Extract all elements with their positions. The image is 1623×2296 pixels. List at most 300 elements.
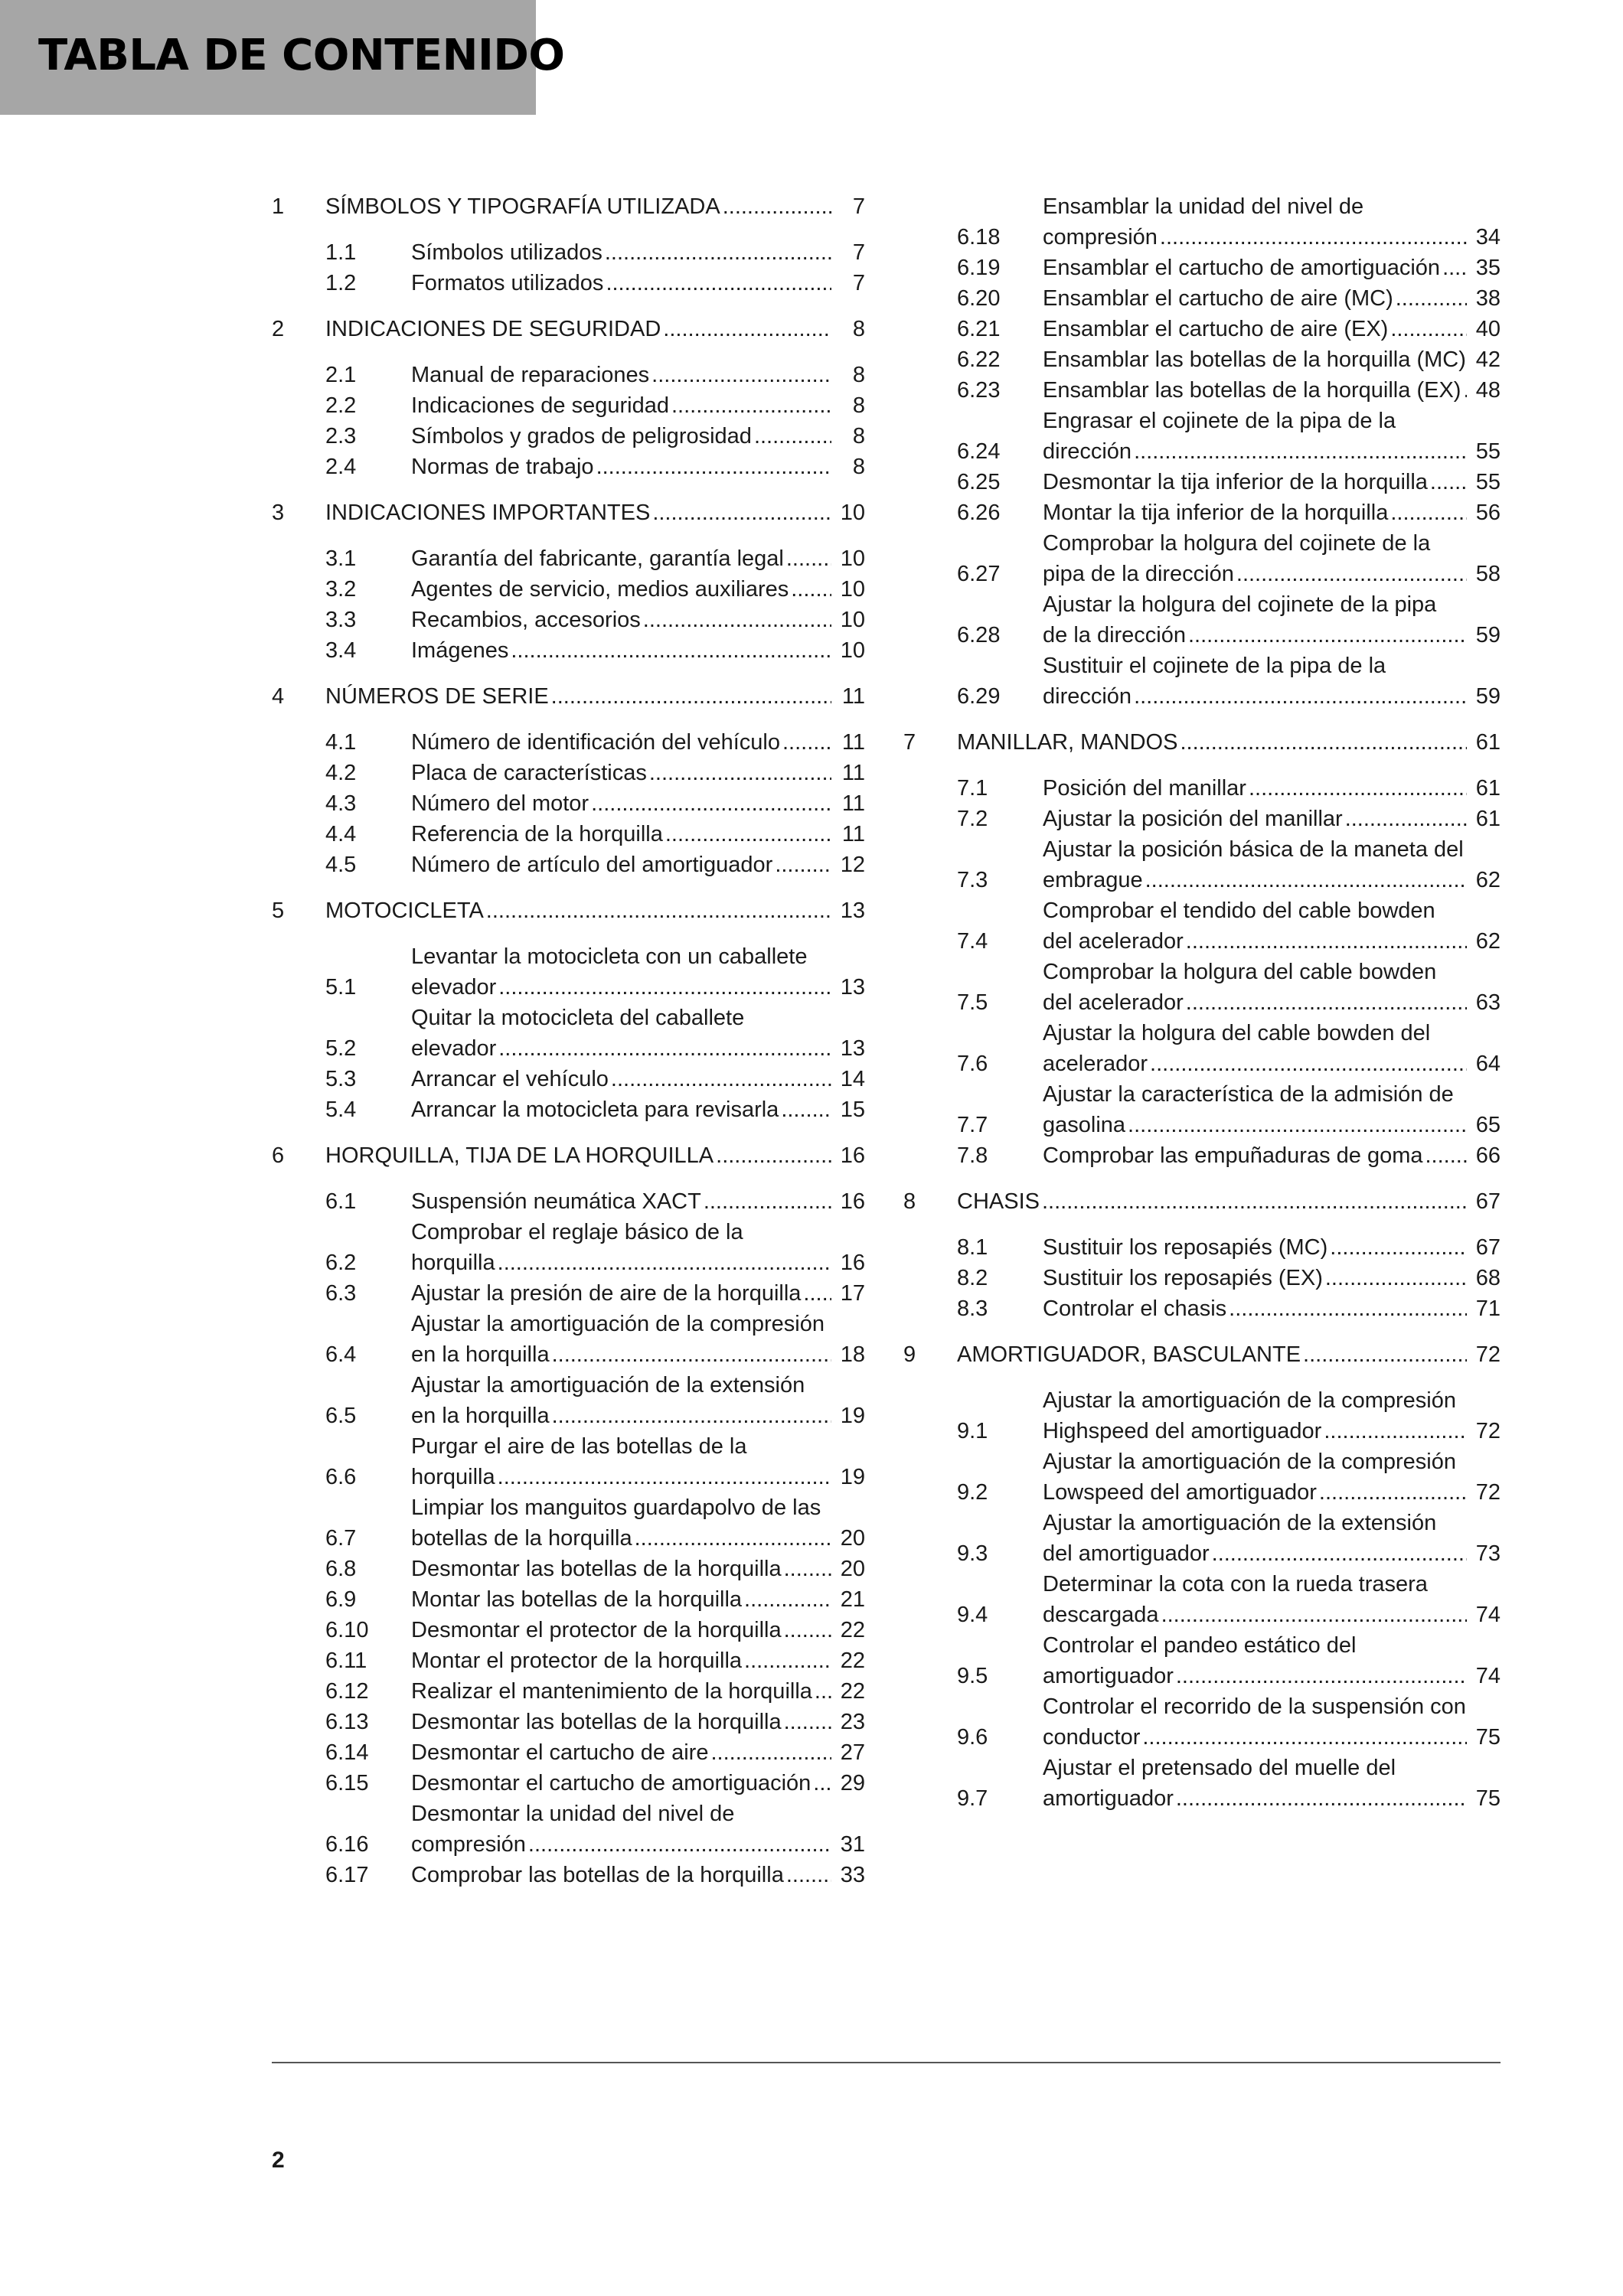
entry-title: Posición del manillar ..... [1043,773,1467,804]
entry-number: 5 [272,899,285,923]
entry-title: Determinar la cota con la rueda trasera descargada ..... [1043,1569,1467,1630]
entry-title: Número de artículo del amortiguador ..... [411,850,831,880]
toc-section-entry[interactable] [272,1860,865,1890]
entry-page-number: 73 [1467,1538,1501,1569]
entry-number: 6.29 [957,684,1001,709]
toc-section-entry[interactable] [903,1446,1501,1508]
entry-number: 3 [272,501,285,525]
entry-title: Ensamblar el cartucho de aire (MC) ..... [1043,283,1467,314]
entry-page-number: 75 [1467,1722,1501,1753]
entry-title: MANILLAR, MANDOS ..... [957,727,1467,758]
entry-number: 8.3 [957,1296,988,1321]
footer-divider [272,2062,1501,2063]
toc-section-entry[interactable] [272,1064,865,1094]
entry-page-number: 11 [831,681,865,712]
toc-section-entry[interactable] [903,1508,1501,1569]
entry-page-number: 11 [831,727,865,758]
entry-title: Montar el protector de la horquilla ..... [411,1645,831,1676]
entry-title: Manual de reparaciones ..... [411,360,831,390]
entry-number: 4.3 [325,791,357,816]
entry-page-number: 29 [831,1768,865,1799]
entry-number: 6.7 [325,1526,357,1551]
entry-title: Controlar el chasis ..... [1043,1293,1467,1324]
entry-number: 9.2 [957,1480,988,1505]
toc-section-entry[interactable] [903,375,1501,406]
entry-title: Ajustar la presión de aire de la horquilla ..... [411,1278,831,1309]
entry-title: Comprobar la holgura del cable bowden del acelerador ..... [1043,957,1467,1018]
entry-page-number: 23 [831,1707,865,1737]
toc-section-entry[interactable] [903,1079,1501,1140]
toc-section-entry[interactable] [272,390,865,421]
entry-page-number: 61 [1467,804,1501,834]
entry-title: Montar la tija inferior de la horquilla ..... [1043,497,1467,528]
toc-section-entry[interactable] [903,1263,1501,1293]
entry-page-number: 40 [1467,314,1501,344]
toc-section-entry[interactable] [272,1431,865,1492]
toc-section-entry[interactable] [272,1003,865,1064]
toc-section-entry[interactable] [272,788,865,819]
toc-chapter-entry[interactable] [272,1140,865,1171]
entry-title: Comprobar las botellas de la horquilla ..... [411,1860,831,1890]
toc-section-entry[interactable] [272,268,865,298]
entry-page-number: 56 [1467,497,1501,528]
toc-section-entry[interactable] [903,191,1501,253]
entry-page-number: 18 [831,1339,865,1370]
toc-section-entry[interactable] [272,1554,865,1584]
entry-title: Purgar el aire de las botellas de la horquilla ..... [411,1431,831,1492]
entry-number: 6.13 [325,1710,369,1734]
toc-section-entry[interactable] [903,528,1501,589]
toc-chapter-entry[interactable] [903,1339,1501,1370]
entry-page-number: 10 [831,497,865,528]
entry-title: Comprobar la holgura del cojinete de la pipa de la dirección ..... [1043,528,1467,589]
entry-number: 6.12 [325,1679,369,1704]
entry-number: 6.22 [957,347,1001,372]
entry-page-number: 27 [831,1737,865,1768]
entry-number: 7.7 [957,1113,988,1137]
entry-number: 6.16 [325,1832,369,1857]
entry-number: 4.1 [325,730,357,755]
entry-title: SÍMBOLOS Y TIPOGRAFÍA UTILIZADA ..... [325,191,831,222]
entry-page-number: 11 [831,819,865,850]
entry-title: Desmontar el cartucho de amortiguación ..... [411,1768,831,1799]
toc-section-entry[interactable] [903,834,1501,895]
entry-number: 6.25 [957,470,1001,494]
entry-page-number: 16 [831,1247,865,1278]
entry-number: 6.20 [957,286,1001,311]
entry-title: Referencia de la horquilla ..... [411,819,831,850]
entry-page-number: 12 [831,850,865,880]
entry-number: 9 [903,1342,916,1367]
entry-page-number: 10 [831,574,865,605]
toc-section-entry[interactable] [903,314,1501,344]
entry-page-number: 63 [1467,987,1501,1018]
entry-page-number: 58 [1467,559,1501,589]
entry-title: Montar las botellas de la horquilla ..... [411,1584,831,1615]
entry-number: 6.23 [957,378,1001,403]
toc-section-entry[interactable] [272,605,865,635]
entry-number: 6.21 [957,317,1001,341]
entry-title: Agentes de servicio, medios auxiliares ..... [411,574,831,605]
entry-title: Número del motor ..... [411,788,831,819]
entry-title: Símbolos y grados de peligrosidad ..... [411,421,831,452]
toc-section-entry[interactable] [272,360,865,390]
entry-page-number: 33 [831,1860,865,1890]
entry-number: 6.28 [957,623,1001,647]
toc-section-entry[interactable] [903,1293,1501,1324]
entry-title: Normas de trabajo ..... [411,452,831,482]
toc-section-entry[interactable] [903,957,1501,1018]
toc-section-entry[interactable] [903,1753,1501,1814]
entry-title: Recambios, accesorios ..... [411,605,831,635]
entry-number: 8 [903,1189,916,1214]
toc-section-entry[interactable] [272,574,865,605]
toc-section-entry[interactable] [272,1799,865,1860]
entry-title: MOTOCICLETA ..... [325,895,831,926]
toc-section-entry[interactable] [272,1370,865,1431]
toc-chapter-entry[interactable] [903,727,1501,758]
toc-section-entry[interactable] [272,1217,865,1278]
entry-page-number: 14 [831,1064,865,1094]
entry-title: HORQUILLA, TIJA DE LA HORQUILLA ..... [325,1140,831,1171]
entry-title: Ensamblar el cartucho de aire (EX) ..... [1043,314,1467,344]
entry-page-number: 10 [831,543,865,574]
toc-section-entry[interactable] [272,1186,865,1217]
entry-page-number: 74 [1467,1661,1501,1691]
toc-section-entry[interactable] [272,1309,865,1370]
entry-number: 6.27 [957,562,1001,586]
entry-number: 8.2 [957,1266,988,1290]
toc-section-entry[interactable] [903,773,1501,804]
entry-title: Ajustar el pretensado del muelle del amortiguador ..... [1043,1753,1467,1814]
entry-number: 6.15 [325,1771,369,1795]
entry-number: 5.1 [325,975,357,1000]
toc-section-entry[interactable] [903,1232,1501,1263]
entry-title: Controlar el recorrido de la suspensión con conductor ..... [1043,1691,1467,1753]
toc-chapter-entry[interactable] [272,497,865,528]
entry-number: 6.11 [325,1649,367,1673]
toc-section-entry[interactable] [272,543,865,574]
entry-page-number: 67 [1467,1232,1501,1263]
entry-page-number: 61 [1467,727,1501,758]
entry-number: 9.7 [957,1786,988,1811]
entry-title: Sustituir el cojinete de la pipa de la dirección ..... [1043,651,1467,712]
entry-number: 1 [272,194,285,219]
toc-section-entry[interactable] [272,1094,865,1125]
toc-section-entry[interactable] [903,1140,1501,1171]
entry-page-number: 7 [831,268,865,298]
entry-page-number: 75 [1467,1783,1501,1814]
toc-section-entry[interactable] [903,1385,1501,1446]
entry-title: INDICACIONES DE SEGURIDAD ..... [325,314,831,344]
entry-title: Controlar el pandeo estático del amortiguador ..... [1043,1630,1467,1691]
entry-number: 9.4 [957,1603,988,1627]
toc-section-entry[interactable] [903,804,1501,834]
toc-section-entry[interactable] [903,589,1501,651]
entry-title: Arrancar la motocicleta para revisarla ..... [411,1094,831,1125]
entry-page-number: 38 [1467,283,1501,314]
entry-number: 6.18 [957,225,1001,249]
entry-number: 4.5 [325,853,357,877]
entry-page-number: 16 [831,1140,865,1171]
entry-title: Ensamblar las botellas de la horquilla (MC) ..... [1043,344,1467,375]
entry-number: 3.1 [325,546,357,571]
entry-title: Ajustar la posición básica de la maneta del embrague ..... [1043,834,1467,895]
entry-number: 6.14 [325,1740,369,1765]
entry-page-number: 20 [831,1554,865,1584]
entry-page-number: 62 [1467,926,1501,957]
entry-page-number: 55 [1467,436,1501,467]
entry-number: 6.4 [325,1342,357,1367]
entry-title: NÚMEROS DE SERIE ..... [325,681,831,712]
entry-number: 2 [272,317,285,341]
entry-title: Ajustar la amortiguación de la compresión en la horquilla ..... [411,1309,831,1370]
entry-number: 6.19 [957,256,1001,280]
entry-page-number: 8 [831,421,865,452]
toc-section-entry[interactable] [903,283,1501,314]
entry-page-number: 10 [831,635,865,666]
entry-page-number: 7 [831,191,865,222]
entry-title: Garantía del fabricante, garantía legal ..... [411,543,831,574]
entry-title: Levantar la motocicleta con un caballete elevador ..... [411,941,831,1003]
toc-section-entry[interactable] [903,344,1501,375]
entry-title: Desmontar la tija inferior de la horquilla ..... [1043,467,1467,497]
entry-page-number: 21 [831,1584,865,1615]
entry-number: 6.2 [325,1251,357,1275]
entry-title: Suspensión neumática XACT ..... [411,1186,831,1217]
entry-page-number: 34 [1467,222,1501,253]
entry-number: 2.3 [325,424,357,448]
entry-number: 7.1 [957,776,988,801]
header-block [0,0,565,115]
entry-title: Placa de características ..... [411,758,831,788]
entry-title: Sustituir los reposapiés (EX) ..... [1043,1263,1467,1293]
entry-number: 6.8 [325,1557,357,1581]
toc-section-entry[interactable] [903,253,1501,283]
toc-section-entry[interactable] [272,1278,865,1309]
entry-number: 6.5 [325,1404,357,1428]
toc-section-entry[interactable] [272,850,865,880]
entry-number: 6.6 [325,1465,357,1489]
entry-page-number: 48 [1467,375,1501,406]
entry-title: CHASIS ..... [957,1186,1467,1217]
entry-page-number: 72 [1467,1416,1501,1446]
toc-section-entry[interactable] [903,1691,1501,1753]
toc-chapter-entry[interactable] [272,191,865,222]
entry-title: Desmontar el cartucho de aire ..... [411,1737,831,1768]
entry-title: Arrancar el vehículo ..... [411,1064,831,1094]
entry-page-number: 8 [831,390,865,421]
toc-section-entry[interactable] [903,651,1501,712]
entry-page-number: 62 [1467,865,1501,895]
entry-title: Desmontar el protector de la horquilla ..... [411,1615,831,1645]
toc-chapter-entry[interactable] [272,895,865,926]
toc-section-entry[interactable] [903,1630,1501,1691]
entry-page-number: 15 [831,1094,865,1125]
toc-column-left [272,191,865,1890]
entry-number: 6.10 [325,1618,369,1642]
entry-page-number: 66 [1467,1140,1501,1171]
entry-number: 3.4 [325,638,357,663]
entry-number: 4 [272,684,285,709]
toc-section-entry[interactable] [272,819,865,850]
entry-number: 3.2 [325,577,357,602]
entry-page-number: 19 [831,1401,865,1431]
toc-chapter-entry[interactable] [272,314,865,344]
entry-title: Ensamblar la unidad del nivel de compresión ..... [1043,191,1467,253]
entry-title: Imágenes ..... [411,635,831,666]
entry-title: Limpiar los manguitos guardapolvo de las botellas de la horquilla ..... [411,1492,831,1554]
entry-number: 4.2 [325,761,357,785]
page-title: TABLA DE CONTENIDO [38,31,565,80]
entry-page-number: 22 [831,1645,865,1676]
toc-section-entry[interactable] [272,1492,865,1554]
toc-section-entry[interactable] [272,1676,865,1707]
entry-page-number: 8 [831,360,865,390]
entry-page-number: 72 [1467,1339,1501,1370]
entry-page-number: 42 [1467,344,1501,375]
entry-number: 7.5 [957,990,988,1015]
entry-number: 6.17 [325,1863,369,1887]
entry-number: 2.1 [325,363,357,387]
toc-section-entry[interactable] [272,1707,865,1737]
entry-page-number: 11 [831,788,865,819]
entry-page-number: 68 [1467,1263,1501,1293]
entry-page-number: 7 [831,237,865,268]
entry-title: Desmontar la unidad del nivel de compresión ..... [411,1799,831,1860]
entry-page-number: 8 [831,314,865,344]
entry-page-number: 10 [831,605,865,635]
entry-page-number: 71 [1467,1293,1501,1324]
entry-number: 8.1 [957,1235,988,1260]
toc-section-entry[interactable] [272,452,865,482]
entry-number: 5.4 [325,1097,357,1122]
entry-title: Comprobar las empuñaduras de goma ..... [1043,1140,1467,1171]
entry-page-number: 59 [1467,681,1501,712]
entry-number: 6.24 [957,439,1001,464]
entry-title: Realizar el mantenimiento de la horquilla ..... [411,1676,831,1707]
toc-section-entry[interactable] [272,421,865,452]
entry-title: Comprobar el tendido del cable bowden del acelerador ..... [1043,895,1467,957]
toc-section-entry[interactable] [903,467,1501,497]
entry-number: 6.26 [957,501,1001,525]
entry-number: 4.4 [325,822,357,846]
entry-page-number: 11 [831,758,865,788]
entry-title: AMORTIGUADOR, BASCULANTE ..... [957,1339,1467,1370]
toc-section-entry[interactable] [272,758,865,788]
entry-page-number: 35 [1467,253,1501,283]
toc-section-entry[interactable] [903,497,1501,528]
entry-number: 6 [272,1143,285,1168]
toc-section-entry[interactable] [272,1584,865,1615]
entry-number: 7.2 [957,807,988,831]
entry-title: Ajustar la holgura del cable bowden del acelerador ..... [1043,1018,1467,1079]
entry-page-number: 20 [831,1523,865,1554]
entry-title: Símbolos utilizados ..... [411,237,831,268]
entry-title: Ajustar la amortiguación de la compresión Lowspeed del amortiguador ..... [1043,1446,1467,1508]
entry-page-number: 64 [1467,1049,1501,1079]
entry-page-number: 61 [1467,773,1501,804]
entry-page-number: 13 [831,972,865,1003]
entry-title: Ensamblar las botellas de la horquilla (EX) ..... [1043,375,1467,406]
entry-number: 9.1 [957,1419,988,1443]
entry-title: Formatos utilizados ..... [411,268,831,298]
entry-page-number: 22 [831,1676,865,1707]
entry-title: Ajustar la amortiguación de la extensión del amortiguador ..... [1043,1508,1467,1569]
entry-page-number: 13 [831,1033,865,1064]
entry-title: Ajustar la amortiguación de la compresión Highspeed del amortiguador ..... [1043,1385,1467,1446]
entry-number: 2.2 [325,393,357,418]
entry-title: Ajustar la característica de la admisión de gasolina ..... [1043,1079,1467,1140]
entry-number: 7.6 [957,1052,988,1076]
entry-number: 5.2 [325,1036,357,1061]
entry-title: Quitar la motocicleta del caballete elevador ..... [411,1003,831,1064]
toc-section-entry[interactable] [903,895,1501,957]
toc-section-entry[interactable] [272,727,865,758]
entry-title: Indicaciones de seguridad ..... [411,390,831,421]
entry-title: Ajustar la posición del manillar ..... [1043,804,1467,834]
toc-section-entry[interactable] [903,1018,1501,1079]
toc-section-entry[interactable] [272,1645,865,1676]
entry-page-number: 65 [1467,1110,1501,1140]
toc-section-entry[interactable] [272,1615,865,1645]
toc-section-entry[interactable] [903,1569,1501,1630]
entry-number: 5.3 [325,1067,357,1091]
entry-title: INDICACIONES IMPORTANTES ..... [325,497,831,528]
entry-page-number: 13 [831,895,865,926]
entry-title: Desmontar las botellas de la horquilla ..... [411,1707,831,1737]
toc-section-entry[interactable] [272,237,865,268]
entry-page-number: 19 [831,1462,865,1492]
entry-page-number: 17 [831,1278,865,1309]
entry-title: Sustituir los reposapiés (MC) ..... [1043,1232,1467,1263]
entry-page-number: 55 [1467,467,1501,497]
entry-page-number: 72 [1467,1477,1501,1508]
entry-title: Número de identificación del vehículo ..... [411,727,831,758]
entry-number: 1.2 [325,271,357,295]
entry-number: 7.8 [957,1143,988,1168]
toc-section-entry[interactable] [272,1737,865,1768]
toc-section-entry[interactable] [272,635,865,666]
toc-section-entry[interactable] [272,941,865,1003]
entry-page-number: 59 [1467,620,1501,651]
toc-column-right [903,191,1501,1814]
entry-number: 6.3 [325,1281,357,1306]
entry-page-number: 22 [831,1615,865,1645]
entry-title: Engrasar el cojinete de la pipa de la dirección ..... [1043,406,1467,467]
entry-title: Ensamblar el cartucho de amortiguación ..... [1043,253,1467,283]
entry-number: 9.5 [957,1664,988,1688]
entry-number: 2.4 [325,455,357,479]
toc-chapter-entry[interactable] [903,1186,1501,1217]
page-number: 2 [272,2148,285,2173]
entry-number: 6.1 [325,1189,357,1214]
toc-chapter-entry[interactable] [272,681,865,712]
entry-number: 9.3 [957,1541,988,1566]
entry-number: 7.3 [957,868,988,892]
entry-title: Comprobar el reglaje básico de la horquilla ..... [411,1217,831,1278]
entry-number: 6.9 [325,1587,357,1612]
entry-title: Ajustar la holgura del cojinete de la pipa de la dirección ..... [1043,589,1467,651]
toc-section-entry[interactable] [272,1768,865,1799]
entry-number: 7.4 [957,929,988,954]
entry-number: 9.6 [957,1725,988,1750]
entry-title: Ajustar la amortiguación de la extensión en la horquilla ..... [411,1370,831,1431]
entry-page-number: 16 [831,1186,865,1217]
toc-section-entry[interactable] [903,406,1501,467]
entry-page-number: 8 [831,452,865,482]
entry-number: 3.3 [325,608,357,632]
